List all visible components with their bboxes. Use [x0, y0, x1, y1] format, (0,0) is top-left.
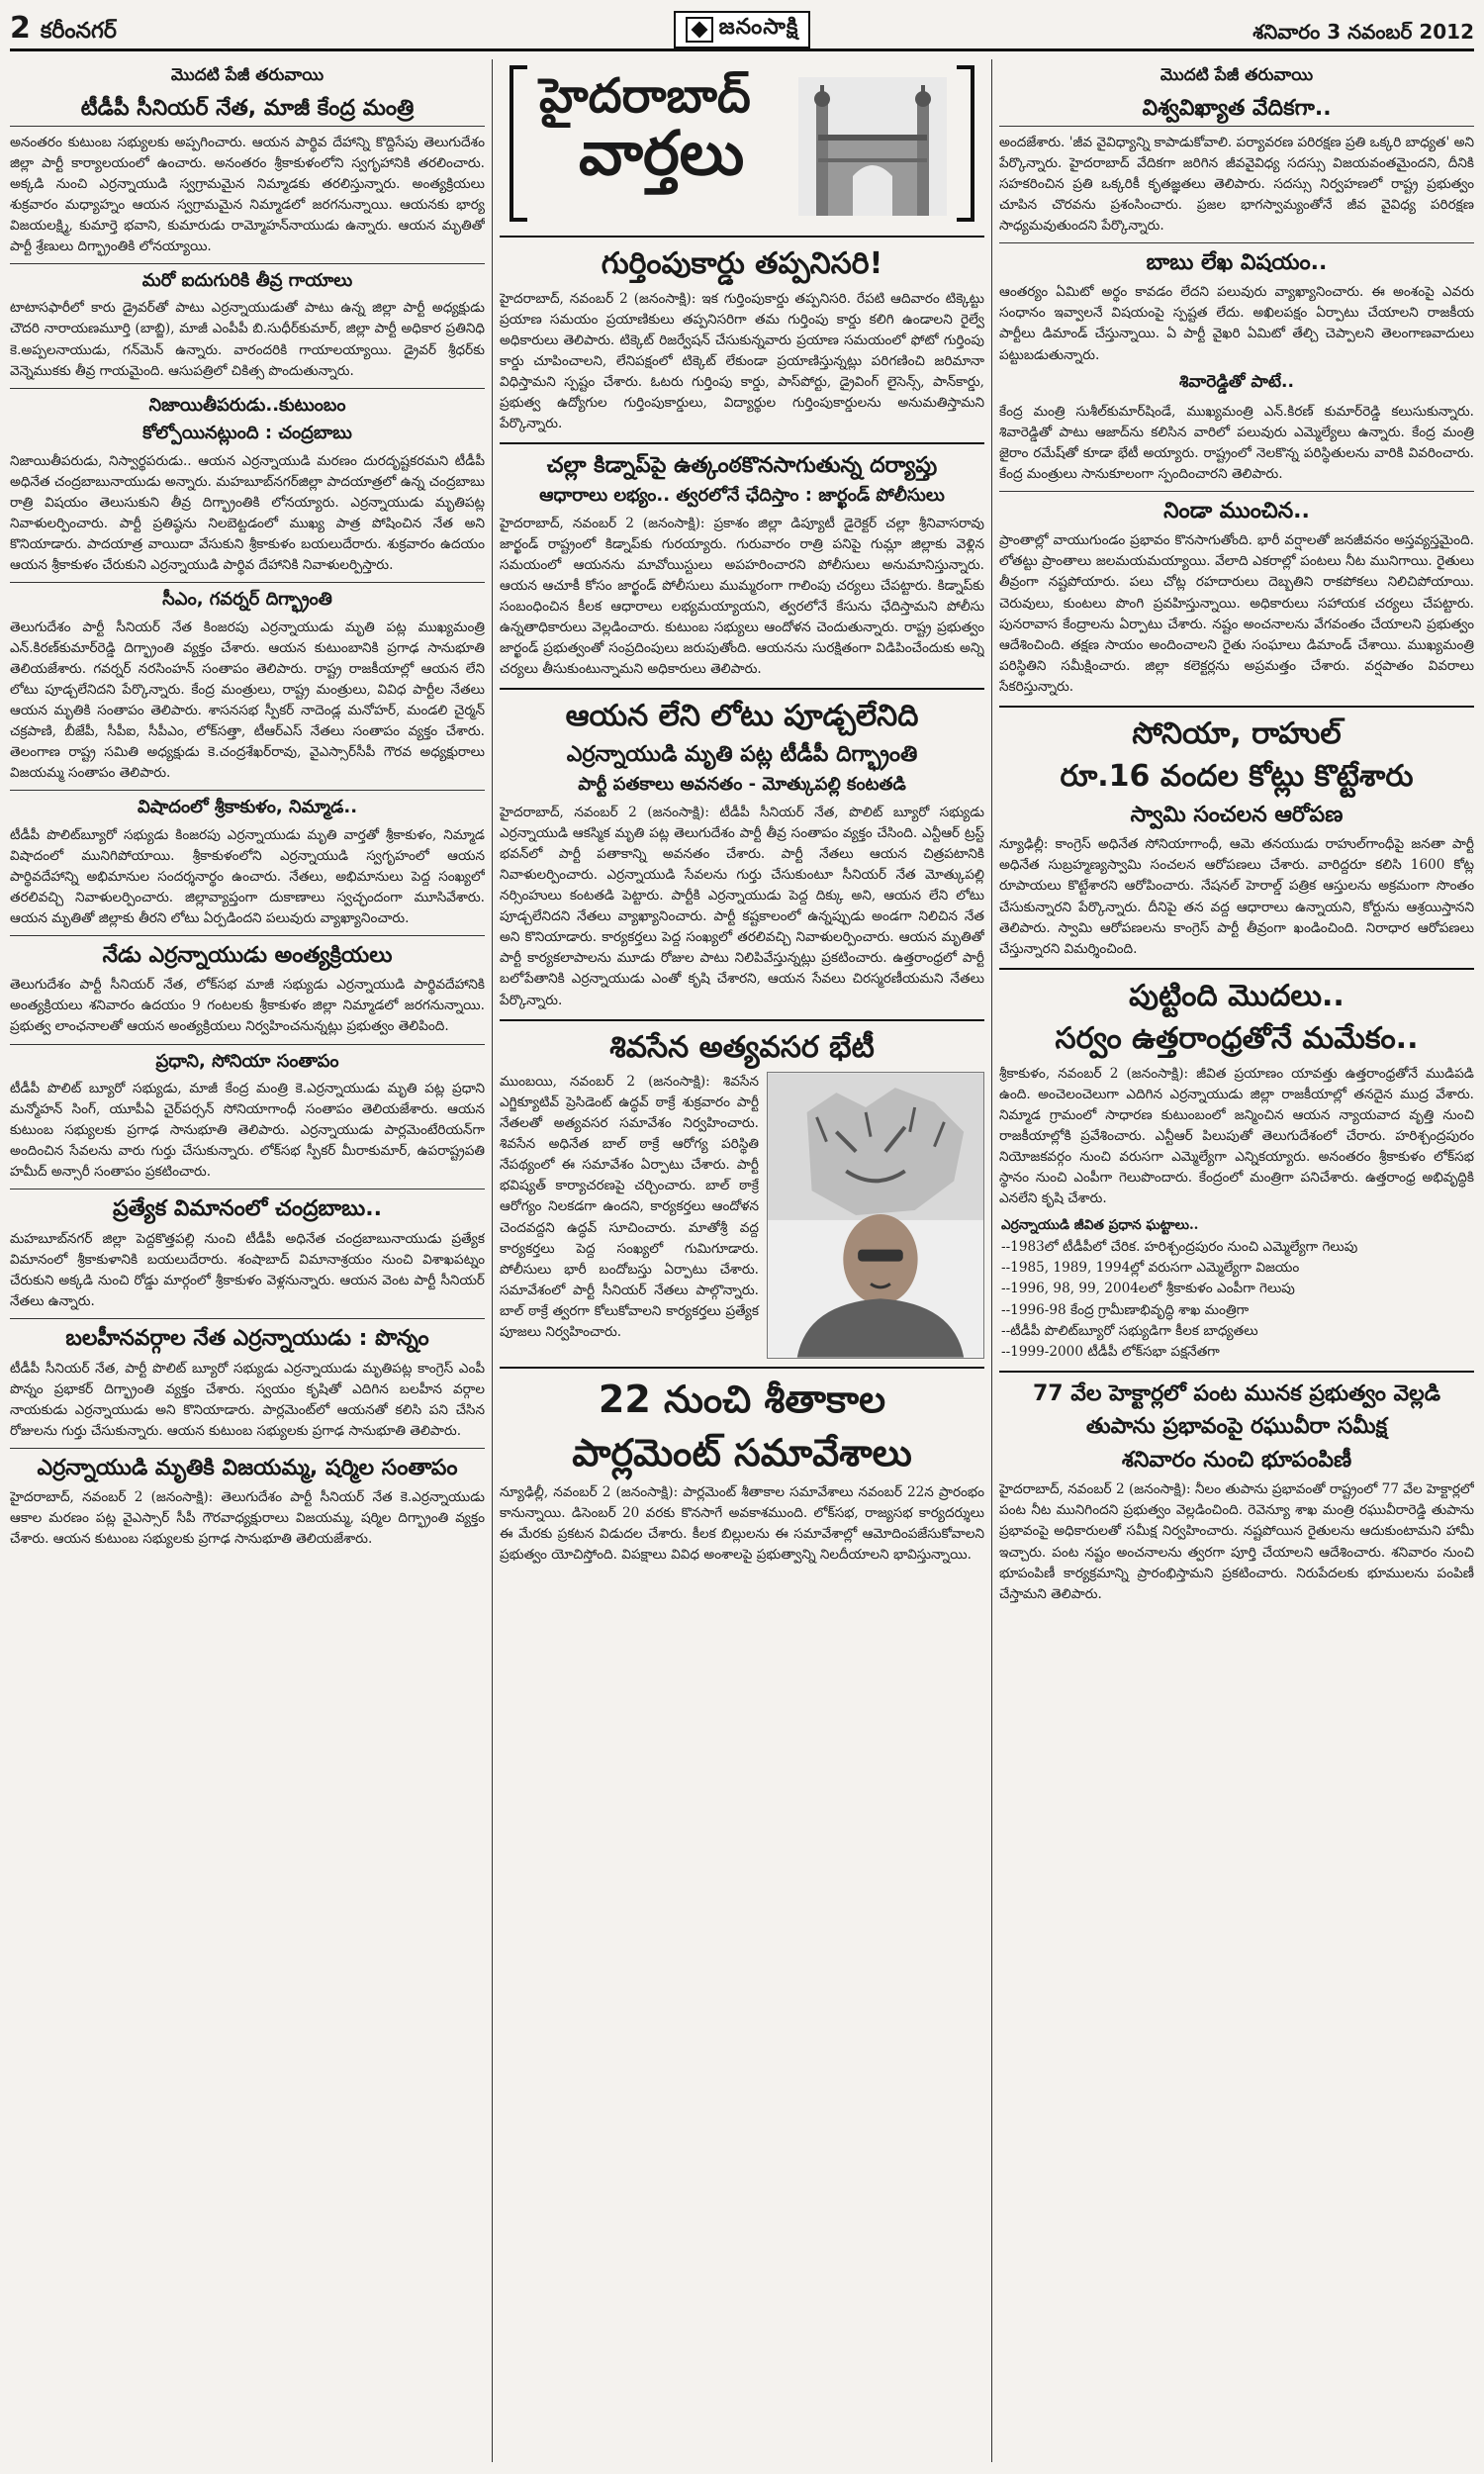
article-body: శ్రీకాకుళం, నవంబర్‌ 2 (జనంసాక్షి): జీవిత ప్రయాణం యావత్తు ఉత్తరాంధ్రతోనే ముడిపడి ఉంది. అంచెలంచెలుగా ఎదిగిన ఎర్రన్నాయుడు జిల్లా రాజకీయాల్లో తనదైన ముద్ర వేశారు. నిమ్మాడ గ్రామంలో సాధారణ కుటుంబంలో జన్మించిన ఆయన న్యాయవాద వృత్తి నుంచి రాజకీయాల్లోకి ప్రవేశించారు. ఎన్టీఆర్‌ పిలుపుతో తెలుగుదేశంలో చేరారు. హరిశ్చంద్రపురం నియోజకవర్గం నుంచి వరుసగా ఎమ్మెల్యేగా ఎన్నికయ్యారు. అనంతరం శ్రీకాకుళం లోక్‌సభ స్థానం నుంచి ఎంపీగా గెలుపొందారు. కేంద్రంలో మంత్రిగా పనిచేశారు. ఉత్తరాంధ్ర అభివృద్ధికి ఎనలేని కృషి చేశారు. [999, 1065, 1474, 1207]
article-body: న్యూఢిల్లీ, నవంబర్‌ 2 (జనంసాక్షి): పార్లమెంట్‌ శీతాకాల సమావేశాలు నవంబర్‌ 22న ప్రారంభం కానున్నాయి. డిసెంబర్‌ 20 వరకు కొనసాగే అవకాశముంది. లోక్‌సభ, రాజ్యసభ కార్యదర్శులు ఈ మేరకు ప్రకటన విడుదల చేశారు. కీలక బిల్లులను ఈ సమావేశాల్లో ఆమోదింపజేసుకోవాలని ప్రభుత్వం యోచిస్తోంది. విపక్షాలు వివిధ అంశాలపై ప్రభుత్వాన్ని నిలదీయాలని భావిస్తున్నాయి. [500, 1484, 984, 1564]
divider [999, 706, 1474, 708]
article-body: హైదరాబాద్‌, నవంబర్‌ 2 (జనంసాక్షి): ఇక గుర్తింపుకార్డు తప్పనిసరి. రేపటి ఆదివారం టిక్కెట్టు ప్రయాణ సమయం ప్రయాణికులు తప్పనిసరిగా తమ గుర్తింపు కార్డు కలిగి ఉండాలని రైల్వే అధికారులు తెలిపారు. టిక్కెట్‌ రిజర్వేషన్‌ చేసుకున్నవారు ప్రయాణ సమయంలో ఫోటో గుర్తింపు కార్డు చూపించాలని, లేనిపక్షంలో టిక్కెట్‌ లేకుండా ప్రయాణిస్తున్నట్లు పరిగణించి జరిమానా విధిస్తామని స్పష్టం చేశారు. ఓటరు గుర్తింపు కార్డు, పాస్‌పోర్టు, డ్రైవింగ్‌ లైసెన్స్‌, పాన్‌కార్డు, ప్రభుత్వ ఉద్యోగుల గుర్తింపుకార్డులు, విద్యార్థుల గుర్తింపుకార్డులను అనుమతిస్తామని పేర్కొన్నారు. [500, 290, 984, 431]
article-headline: నిజాయితీపరుడు..కుటుంబం [148, 394, 346, 416]
timeline-title: ఎర్రన్నాయుడి జీవిత ప్రధాన ఘట్టాలు.. [1001, 1217, 1199, 1234]
article-body: తెలుగుదేశం పార్టీ సీనియర్‌ నేత కింజరపు ఎర్రన్నాయుడు మృతి పట్ల ముఖ్యమంత్రి ఎన్‌.కిరణ్‌కుమార్‌రెడ్డి దిగ్భ్రాంతి వ్యక్తం చేశారు. ఆయన కుటుంబానికి ప్రగాఢ సానుభూతి తెలియజేశారు. గవర్నర్‌ నరసింహన్‌ సంతాపం తెలిపారు. రాష్ట్ర రాజకీయాల్లో ఆయన లేని లోటు పూడ్చలేనిదని పేర్కొన్నారు. కేంద్ర మంత్రులు, రాష్ట్ర మంత్రులు, వివిధ పార్టీల నేతలు ఆయన మృతికి సంతాపం తెలిపారు. శాసనసభ స్పీకర్‌ నాదెండ్ల మనోహర్‌, మండలి చైర్మన్‌ చక్రపాణి, బీజేపీ, సీపీఐ, సీపీఎం, లోక్‌సత్తా, టీఆర్‌ఎస్‌ నేతలు సంతాపం వ్యక్తం చేశారు. తెలంగాణ రాష్ట్ర సమితి అధ్యక్షుడు కె.చంద్రశేఖర్‌రావు, వైఎస్సార్‌సీపీ గౌరవ అధ్యక్షురాలు విజయమ్మ సంతాపం తెలిపారు. [10, 618, 485, 781]
banner-bracket-right [957, 65, 974, 222]
article-subheadline: స్వామి సంచలన ఆరోపణ [1130, 802, 1344, 827]
timeline-item: --1983లో టీడీపీలో చేరిక. హరిశ్చంద్రపురం నుంచి ఎమ్మెల్యేగా గెలుపు [1001, 1238, 1358, 1255]
article-headline: నిండా ముంచిన.. [1163, 498, 1310, 523]
article-headline-line2: సర్వం ఉత్తరాంధ్రతోనే మమేకం.. [1055, 1021, 1419, 1057]
divider [999, 242, 1474, 243]
section-kicker: శివారెడ్డితో పాటే.. [1179, 371, 1294, 392]
article-body: ముంబయి, నవంబర్‌ 2 (జనంసాక్షి): శివసేన ఎగ్జిక్యూటివ్‌ ప్రెసిడెంట్‌ ఉద్ధవ్‌ ఠాక్రే శుక్రవారం పార్టీ నేతలతో అత్యవసర సమావేశం నిర్వహించారు. శివసేన అధినేత బాల్‌ ఠాక్రే ఆరోగ్య పరిస్థితి నేపథ్యంలో ఈ సమావేశం ఏర్పాటు చేశారు. పార్టీ భవిష్యత్‌ కార్యాచరణపై చర్చించారు. బాల్‌ ఠాక్రే ఆరోగ్యం నిలకడగా ఉందని, కార్యకర్తలు ఆందోళన చెందవద్దని ఉద్ధవ్‌ సూచించారు. మాతోశ్రీ వద్ద కార్యకర్తలు పెద్ద సంఖ్యలో గుమిగూడారు. పోలీసులు భారీ బందోబస్తు ఏర్పాటు చేశారు. సమావేశంలో పార్టీ సీనియర్‌ నేతలు పాల్గొన్నారు. బాల్‌ ఠాక్రే త్వరగా కోలుకోవాలని కార్యకర్తలు ప్రత్యేక పూజలు నిర్వహించారు. [500, 1074, 759, 1340]
banner-title-line2: వార్తలు [579, 117, 745, 190]
masthead [674, 11, 811, 48]
article-body: అనంతరం కుటుంబ సభ్యులకు అప్పగించారు. ఆయన పార్థివ దేహాన్ని కొద్దిసేపు తెలుగుదేశం జిల్లా పార్టీ కార్యాలయంలో ఉంచారు. అనంతరం శ్రీకాకుళంలోని స్వగృహానికి తరలించారు. అక్కడి నుంచి ఎర్రన్నాయుడి స్వగ్రామమైన నిమ్మాడకు తరలిస్తున్నారు. అంత్యక్రియలు శుక్రవారం మధ్యాహ్నం ఆయన స్వగ్రామమైన నిమ్మాడలో జరగనున్నాయి. ఆయనకు భార్య విజయలక్ష్మి, కుమార్తె భవాని, కుమారుడు రామ్మోహన్‌నాయుడు ఉన్నారు. ఆయన మృతితో పార్టీ శ్రేణులు దిగ్భ్రాంతికి లోనయ్యాయి. [10, 134, 485, 254]
article-headline: సోనియా, రాహుల్‌ [1132, 715, 1342, 751]
article-subheadline: పార్టీ పతకాలు అవనతం - మోత్కుపల్లి కంటతడి [578, 774, 906, 796]
edition-name: కరీంనగర్ [40, 19, 117, 44]
timeline-list [999, 1215, 1474, 1363]
header-left [10, 11, 366, 48]
divider [10, 582, 485, 583]
article-headline: 77 వేల హెక్టార్లలో పంట మునక ప్రభుత్వం వెల్లడి [1032, 1380, 1441, 1406]
masthead-title: జనంసాక్షి [718, 15, 799, 40]
article-body: ప్రాంతాల్లో వాయుగుండం ప్రభావం కొనసాగుతోంది. భారీ వర్షాలతో జనజీవనం అస్తవ్యస్తమైంది. లోతట్టు ప్రాంతాలు జలమయమయ్యాయి. వేలాది ఎకరాల్లో పంటలు నీట మునిగాయి. రైతులు తీవ్రంగా నష్టపోయారు. పలు చోట్ల రహదారులు దెబ్బతిని రాకపోకలు నిలిచిపోయాయి. చెరువులు, కుంటలు పొంగి ప్రవహిస్తున్నాయి. అధికారులు సహాయక చర్యలు చేపట్టారు. పునరావాస కేంద్రాలను ఏర్పాటు చేశారు. నష్టం అంచనాలను వేగవంతం చేయాలని ప్రభుత్వం ఆదేశించింది. తక్షణ సాయం అందించాలని రైతు సంఘాలు డిమాండ్‌ చేశాయి. ముఖ్యమంత్రి పరిస్థితిని సమీక్షించారు. జిల్లా కలెక్టర్లను అప్రమత్తం చేశారు. వర్షపాతం వివరాలు సేకరిస్తున్నారు. [999, 532, 1474, 695]
divider [500, 442, 984, 444]
hyderabad-news-banner [500, 59, 984, 228]
article-body: ఆంతర్యం ఏమిటో అర్థం కావడం లేదని పలువురు వ్యాఖ్యానించారు. ఈ అంశంపై ఎవరు సంధానం ఇవ్వాలనే విషయంపై స్పష్టత లేదు. అఖిలపక్షం ఏర్పాటు చేయాలని రాజకీయ పార్టీలు డిమాండ్‌ చేస్తున్నాయి. ఏ పార్టీ వైఖరి ఏమిటో తేల్చి చెప్పాలని తెలంగాణవాదులు పట్టుబడుతున్నారు. [999, 284, 1474, 363]
article-headline-line2: రూ.16 వందల కోట్లు కొట్టేశారు [1060, 759, 1414, 795]
uddhav-tiger-photo [767, 1072, 984, 1359]
article-headline: నేడు ఎర్రన్నాయుడు అంత్యక్రియలు [102, 942, 393, 968]
column-right [999, 59, 1474, 2462]
article-body: టీడీపీ సీనియర్‌ నేత, పార్టీ పొలిట్‌ బ్యూరో సభ్యుడు ఎర్రన్నాయుడు మృతిపట్ల కాంగ్రెస్‌ ఎంపీ పొన్నం ప్రభాకర్‌ దిగ్భ్రాంతి వ్యక్తం చేశారు. స్వయం కృషితో ఎదిగిన బలహీన వర్గాల నాయకుడు ఎర్రన్నాయుడు అని కొనియాడారు. పార్లమెంట్‌లో ఆయనతో కలిసి పని చేసిన రోజులను గుర్తు చేసుకున్నారు. ఆయన కుటుంబ సభ్యులకు ప్రగాఢ సానుభూతి తెలిపారు. [10, 1360, 485, 1439]
column-left [10, 59, 485, 2462]
article-headline: పుట్టింది మొదలు.. [1129, 978, 1345, 1013]
article-body: నిజాయితీపరుడు, నిస్వార్థపరుడు.. ఆయన ఎర్రన్నాయుడి మరణం దురదృష్టకరమని టీడీపీ అధినేత చంద్రబాబునాయుడు అన్నారు. మహబూబ్‌నగర్‌జిల్లా పాదయాత్రలో ఉన్న చంద్రబాబు రాత్రి విషయం తెలుసుకుని తీవ్ర దిగ్భ్రాంతికి లోనయ్యారు. ఎర్రన్నాయుడు మృతిపట్ల నివాళులర్పించారు. పార్టీ ప్రతిష్ఠను నిలబెట్టడంలో ముఖ్య పాత్ర పోషించిన నేత అని కొనియాడారు. పాదయాత్ర వాయిదా వేసుకుని శ్రీకాకుళం బయలుదేరారు. శుక్రవారం ఉదయం ఆయన శ్రీకాకుళం చేరుకుని ఎర్రన్నాయుడి పార్థివ దేహానికి నివాళులర్పిస్తారు. [10, 452, 485, 573]
article-body: న్యూఢిల్లీ: కాంగ్రెస్‌ అధినేత సోనియాగాంధీ, ఆమె తనయుడు రాహుల్‌గాంధీపై జనతా పార్టీ అధినేత సుబ్రహ్మణ్యస్వామి సంచలన ఆరోపణలు చేశారు. వారిద్దరూ కలిసి 1600 కోట్ల రూపాయలు కొట్టేశారని ఆరోపించారు. నేషనల్‌ హెరాల్డ్‌ పత్రిక ఆస్తులను అక్రమంగా సొంతం చేసుకున్నారని పేర్కొన్నారు. దీనిపై తన వద్ద ఆధారాలు ఉన్నాయని, కోర్టును ఆశ్రయిస్తానని తెలిపారు. స్వామి ఆరోపణలను కాంగ్రెస్‌ పార్టీ తీవ్రంగా ఖండించింది. నిరాధార ఆరోపణలు చేస్తున్నారని విమర్శించింది. [999, 836, 1474, 957]
article-headline: ఎర్రన్నాయుడి మృతికి విజయమ్మ, షర్మిల సంతాపం [37, 1455, 458, 1480]
article-headline: 22 నుంచి శీతాకాల [598, 1378, 886, 1422]
article-headline: విశ్వవిఖ్యాత వేదికగా.. [999, 95, 1474, 127]
article-body: టీడీపీ పొలిట్‌బ్యూరో సభ్యుడు కింజరపు ఎర్రన్నాయుడు మృతి వార్తతో శ్రీకాకుళం, నిమ్మాడ విషాదంలో మునిగిపోయాయి. శ్రీకాకుళంలోని ఎర్రన్నాయుడి స్వగృహంలో ఆయన పార్థివదేహాన్ని అభిమానుల సందర్శనార్థం ఉంచారు. నేతలు, అభిమానులు పెద్ద సంఖ్యలో తరలివచ్చి నివాళులర్పించారు. జిల్లావ్యాప్తంగా దుకాణాలు స్వచ్ఛందంగా మూసివేశారు. ఆయన మృతితో జిల్లాకు తీరని లోటు ఏర్పడిందని పలువురు వ్యాఖ్యానించారు. [10, 826, 485, 926]
column-divider [991, 59, 992, 2462]
article-headline: చల్లా కిడ్నాప్‌పై ఉత్కంఠకొనసాగుతున్న దర్యాప్తు [546, 452, 938, 478]
continued-kicker: మొదటి పేజీ తరువాయి [1159, 65, 1314, 85]
divider [999, 1371, 1474, 1373]
article-subheadline: ఆధారాలు లభ్యం.. త్వరలోనే ఛేదిస్తాం : జార్ఖండ్‌ పోలీసులు [539, 485, 945, 507]
article-subheadline: శనివారం నుంచి భూపంపిణీ [1121, 1447, 1352, 1473]
divider [10, 388, 485, 389]
divider [10, 263, 485, 264]
page-number: 2 [10, 11, 31, 46]
article-body: హైదరాబాద్‌, నవంబర్‌ 2 (జనంసాక్షి): టీడీపీ సీనియర్‌ నేత, పొలిట్‌ బ్యూరో సభ్యుడు ఎర్రన్నాయుడి ఆకస్మిక మృతి పట్ల తెలుగుదేశం పార్టీ తీవ్ర సంతాపం వ్యక్తం చేసింది. ఎన్టీఆర్‌ ట్రస్ట్‌ భవన్‌లో పార్టీ పతాకాన్ని అవనతం చేశారు. పార్టీ నేతలు ఆయన చిత్రపటానికి నివాళులర్పించారు. ఎర్రన్నాయుడి సేవలను గుర్తు చేసుకుంటూ సీనియర్‌ నేత మోత్కుపల్లి నర్సింహులు కంటతడి పెట్టారు. పార్టీకి ఎర్రన్నాయుడు పెద్ద దిక్కు అని, ఆయన లేని లోటు పూడ్చలేనిదని నేతలు వ్యాఖ్యానించారు. పార్టీ కష్టకాలంలో ఉన్నప్పుడు అండగా నిలిచిన నేత అని కొనియాడారు. కార్యకర్తలు పెద్ద సంఖ్యలో తరలివచ్చి నివాళులర్పించారు. ఆయన మృతితో పార్టీ కార్యకలాపాలను మూడు రోజుల పాటు నిలిపివేస్తున్నట్లు ప్రకటించారు. ఉత్తరాంధ్రలో పార్టీ బలోపేతానికి ఎర్రన్నాయుడు ఎంతో కృషి చేశారని, ఆయన సేవలు చిరస్మరణీయమని నేతలు పేర్కొన్నారు. [500, 804, 984, 1008]
article-headline: ఆయన లేని లోటు పూడ్చలేనిది [565, 699, 919, 734]
article-headline: బాబు లేఖ విషయం.. [1146, 249, 1328, 275]
article-headline: శివసేన అత్యవసర భేటీ [609, 1029, 875, 1065]
header-center [366, 11, 1118, 48]
column-divider [492, 59, 493, 2462]
article-headline-line2: పార్లమెంట్‌ సమావేశాలు [572, 1430, 912, 1475]
column-center [500, 59, 984, 2462]
article-headline: మరో ఐదుగురికి తీవ్ర గాయాలు [141, 269, 353, 291]
article-subheadline: కోల్పోయినట్లుంది : చంద్రబాబు [142, 423, 352, 444]
divider [10, 935, 485, 936]
timeline-item: --1999-2000 టీడీపీ లోక్‌సభా పక్షనేతగా [1001, 1344, 1220, 1361]
article-body: మహబూబ్‌నగర్‌ జిల్లా పెద్దకొత్తపల్లి నుంచి టీడీపీ అధినేత చంద్రబాబునాయుడు ప్రత్యేక విమానంలో శ్రీకాకుళానికి బయలుదేరారు. శంషాబాద్‌ విమానాశ్రయం నుంచి విశాఖపట్నం చేరుకుని అక్కడి నుంచి రోడ్డు మార్గంలో శ్రీకాకుళం వెళ్లనున్నారు. ఆయన వెంట పార్టీ సీనియర్‌ నేతలు ఉన్నారు. [10, 1230, 485, 1309]
divider [500, 236, 984, 238]
divider [10, 790, 485, 791]
issue-date: శనివారం 3 నవంబర్ 2012 [1252, 20, 1474, 44]
banner-bracket-left [510, 65, 527, 222]
divider [999, 491, 1474, 492]
article-body: తెలుగుదేశం పార్టీ సీనియర్‌ నేత, లోక్‌సభ మాజీ సభ్యుడు ఎర్రన్నాయుడి పార్థివదేహానికి అంత్యక్రియలు శనివారం ఉదయం 9 గంటలకు శ్రీకాకుళం జిల్లా నిమ్మాడలో జరగనున్నాయి. ప్రభుత్వ లాంఛనాలతో ఆయన అంత్యక్రియలు నిర్వహించనున్నట్లు ప్రభుత్వం తెలిపింది. [10, 977, 485, 1035]
shivsena-article [500, 1072, 984, 1359]
article-headline: ప్రత్యేక విమానంలో చంద్రబాబు.. [113, 1196, 382, 1222]
masthead-logo-icon [686, 17, 713, 43]
article-headline: సీఎం, గవర్నర్‌ దిగ్భ్రాంతి [162, 589, 332, 610]
divider [10, 1448, 485, 1449]
article-body: టీడీపీ పొలిట్‌ బ్యూరో సభ్యుడు, మాజీ కేంద్ర మంత్రి కె.ఎర్రన్నాయుడు మృతి పట్ల ప్రధాని మన్మోహన్‌ సింగ్‌, యూపీఏ చైర్‌పర్సన్‌ సోనియాగాంధీ సంతాపం తెలియజేశారు. ఆయన కుటుంబ సభ్యులకు ప్రగాఢ సానుభూతి తెలిపారు. ఎర్రన్నాయుడు పార్లమెంటేరియన్‌గా అందించిన సేవలను వారు గుర్తు చేసుకున్నారు. లోక్‌సభ స్పీకర్‌ మీరాకుమార్‌, ఉపరాష్ట్రపతి హమీద్‌ అన్సారీ సంతాపం ప్రకటించారు. [10, 1081, 485, 1181]
divider [10, 1318, 485, 1319]
article-body: హైదరాబాద్‌, నవంబర్‌ 2 (జనంసాక్షి): ప్రకాశం జిల్లా డిప్యూటీ డైరెక్టర్‌ చల్లా శ్రీనివాసరావు జార్ఖండ్‌ రాష్ట్రంలో కిడ్నాప్‌కు గురయ్యారు. గురువారం రాత్రి పనిపై గుమ్లా జిల్లాకు వెళ్లిన సమయంలో ఆయనను మావోయిస్టులు అపహరించారని పోలీసులు అనుమానిస్తున్నారు. ఆయన ఆచూకీ కోసం జార్ఖండ్‌ పోలీసులు ముమ్మరంగా గాలింపు చర్యలు చేపట్టారు. కిడ్నాప్‌కు సంబంధించిన కీలక ఆధారాలు లభ్యమయ్యాయని, త్వరలోనే కేసును ఛేదిస్తామని పోలీసు ఉన్నతాధికారులు వెల్లడించారు. కుటుంబ సభ్యులు ఆందోళన చెందుతున్నారు. రాష్ట్ర ప్రభుత్వం జార్ఖండ్‌ ప్రభుత్వంతో సంప్రదింపులు జరుపుతోంది. ఆయనను సురక్షితంగా విడిపించేందుకు అన్ని చర్యలు తీసుకుంటున్నామని అధికారులు తెలిపారు. [500, 515, 984, 678]
timeline-item: --1985, 1989, 1994ల్లో వరుసగా ఎమ్మెల్యేగా విజయం [1001, 1259, 1300, 1276]
timeline-item: --1996-98 కేంద్ర గ్రామీణాభివృద్ధి శాఖ మంత్రిగా [1001, 1301, 1250, 1318]
divider [10, 1044, 485, 1045]
article-subheadline: ఎర్రన్నాయుడి మృతి పట్ల టీడీపీ దిగ్భ్రాంతి [566, 741, 918, 767]
continued-kicker: మొదటి పేజీ తరువాయి [170, 65, 325, 85]
timeline-item: --1996, 98, 99, 2004లలో శ్రీకాకుళం ఎంపీగా గెలుపు [1001, 1281, 1295, 1297]
divider [500, 1019, 984, 1021]
article-headline: విషాదంలో శ్రీకాకుళం, నిమ్మాడ.. [137, 797, 358, 817]
article-headline: ప్రధాని, సోనియా సంతాపం [155, 1050, 339, 1072]
charminar-icon [798, 77, 947, 216]
divider [500, 688, 984, 690]
article-subheadline: తుపాను ప్రభావంపై రఘువీరా సమీక్ష [1085, 1414, 1388, 1440]
article-body: టాటాసఫారీలో కారు డ్రైవర్‌తో పాటు ఎర్రన్నాయుడుతో పాటు ఉన్న జిల్లా పార్టీ అధ్యక్షుడు చౌదరి నారాయణమూర్తి (బాబ్జి), మాజీ ఎంపీపీ బి.సుధీర్‌కుమార్‌, జిల్లా పార్టీ అధికార ప్రతినిధి కె.అప్పలనాయుడు, గన్‌మెన్‌ ఉన్నారు. వారందరికి గాయాలయ్యాయి. డ్రైవర్‌ శ్రీధర్‌కు వెన్నెముకకు తీవ్ర గాయమైంది. ఆసుపత్రిలో చికిత్స పొందుతున్నారు. [10, 300, 485, 379]
article-body: హైదరాబాద్‌, నవంబర్‌ 2 (జనంసాక్షి): తెలుగుదేశం పార్టీ సీనియర్‌ నేత కె.ఎర్రన్నాయుడు ఆకాల మరణం పట్ల వైఎస్సార్‌ సీపీ గౌరవాధ్యక్షురాలు విజయమ్మ, షర్మిల దిగ్భ్రాంతి వ్యక్తం చేశారు. ఆయన కుటుంబ సభ్యులకు ప్రగాఢ సానుభూతి తెలియజేశారు. [10, 1489, 485, 1548]
banner-title-line1: హైదరాబాద్‌ [539, 68, 751, 124]
article-body: అందజేశారు. 'జీవ వైవిధ్యాన్ని కాపాడుకోవాలి. పర్యావరణ పరిరక్షణ ప్రతి ఒక్కరి బాధ్యత' అని పేర్కొన్నారు. హైదరాబాద్‌ వేదికగా జరిగిన జీవవైవిధ్య సదస్సు విజయవంతమైందని, దీనికి సహకరించిన ప్రతి ఒక్కరికీ కృతజ్ఞతలు తెలిపారు. సదస్సు నిర్వహణలో రాష్ట్ర ప్రభుత్వం చూపిన చొరవను ప్రశంసించారు. ప్రజల భాగస్వామ్యంతోనే జీవ వైవిధ్య పరిరక్షణ సాధ్యమవుతుందని పేర్కొన్నారు. [999, 134, 1474, 234]
article-headline: టీడీపీ సీనియర్‌ నేత, మాజీ కేంద్ర మంత్రి [10, 95, 485, 127]
article-headline: గుర్తింపుకార్డు తప్పనిసరి! [601, 246, 883, 281]
banner-title [539, 68, 751, 190]
divider [500, 1367, 984, 1369]
article-body: కేంద్ర మంత్రి సుశీల్‌కుమార్‌షిండే, ముఖ్యమంత్రి ఎన్‌.కిరణ్‌ కుమార్‌రెడ్డి కలుసుకున్నారు. శివారెడ్డితో పాటు ఆజాద్‌ను కలిసిన వారిలో పలువురు ఎమ్మెల్యేలు ఉన్నారు. కేంద్ర మంత్రి జైరాం రమేష్‌తో కూడా భేటీ అయ్యారు. రాష్ట్రంలో నెలకొన్న పరిస్థితులను వారికి వివరించారు. కేంద్ర మంత్రులు సానుకూలంగా స్పందించారని తెలిపారు. [999, 403, 1474, 482]
divider [999, 968, 1474, 970]
page-header [10, 10, 1474, 51]
article-headline: బలహీనవర్గాల నేత ఎర్రన్నాయుడు : పొన్నం [65, 1326, 429, 1352]
timeline-item: --టీడీపీ పొలిట్‌బ్యూరో సభ్యుడిగా కీలక బాధ్యతలు [1001, 1323, 1258, 1340]
article-body: హైదరాబాద్‌, నవంబర్‌ 2 (జనంసాక్షి): నీలం తుపాను ప్రభావంతో రాష్ట్రంలో 77 వేల హెక్టార్లలో పంట నీట మునిగిందని ప్రభుత్వం వెల్లడించింది. రెవెన్యూ శాఖ మంత్రి రఘువీరారెడ్డి తుపాను ప్రభావంపై అధికారులతో సమీక్ష నిర్వహించారు. నష్టపోయిన రైతులను ఆదుకుంటామని హామీ ఇచ్చారు. పంట నష్టం అంచనాలను త్వరగా పూర్తి చేయాలని ఆదేశించారు. శనివారం నుంచి భూపంపిణీ కార్యక్రమాన్ని ప్రారంభిస్తామని ప్రకటించారు. నిరుపేదలకు భూములను పంపిణీ చేస్తామని తెలిపారు. [999, 1481, 1474, 1602]
